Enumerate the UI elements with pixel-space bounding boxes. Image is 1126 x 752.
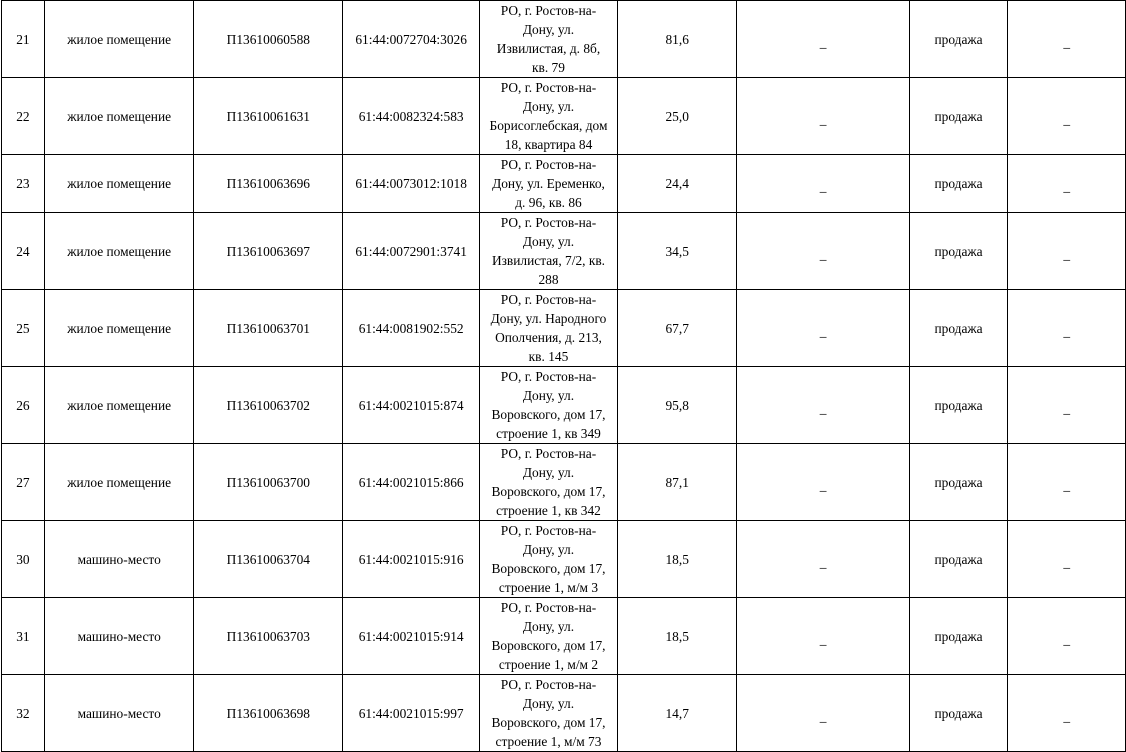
property-type-cell xyxy=(44,675,194,752)
empty-value-cell xyxy=(1008,598,1126,675)
object-id-text: П13610063701 xyxy=(226,320,310,336)
cadastral-number-text: 61:44:0072901:3741 xyxy=(355,243,467,259)
table-row xyxy=(2,521,1126,598)
property-type-cell xyxy=(44,444,194,521)
table-row xyxy=(2,444,1126,521)
deal-type-cell xyxy=(909,675,1008,752)
address-line: кв. 145 xyxy=(528,349,569,364)
empty-value-cell xyxy=(1008,367,1126,444)
row-number-cell xyxy=(2,1,45,78)
row-number-text: 30 xyxy=(16,551,30,567)
address-line: Дону, ул. xyxy=(522,696,575,711)
deal-type-cell xyxy=(909,1,1008,78)
address-line: Воровского, дом 17, xyxy=(491,561,606,576)
empty-value-text: _ xyxy=(1063,631,1071,647)
area-cell xyxy=(617,213,737,290)
deal-type-text: продажа xyxy=(934,397,983,413)
deal-type-text: продажа xyxy=(934,628,983,644)
empty-value-text: _ xyxy=(1063,179,1071,194)
address-cell xyxy=(480,78,618,155)
property-type-cell xyxy=(44,213,194,290)
row-number-cell xyxy=(2,78,45,155)
row-number-cell xyxy=(2,367,45,444)
empty-value-cell xyxy=(1008,78,1126,155)
address-line: строение 1, м/м 2 xyxy=(498,657,599,672)
cadastral-number-cell xyxy=(343,290,480,367)
object-id-text: П13610063702 xyxy=(226,397,310,413)
empty-value-text: _ xyxy=(1063,477,1071,493)
object-id-cell xyxy=(194,675,343,752)
cadastral-number-text: 61:44:0072704:3026 xyxy=(355,31,467,47)
address-line: РО, г. Ростов-на- xyxy=(500,600,597,615)
address-cell xyxy=(480,598,618,675)
object-id-text: П13610063696 xyxy=(226,176,310,191)
empty-value-cell xyxy=(1008,290,1126,367)
property-type-cell xyxy=(44,521,194,598)
address-line: Дону, ул. xyxy=(522,234,575,249)
area-text: 67,7 xyxy=(665,320,689,336)
property-type-cell xyxy=(44,290,194,367)
deal-type-text: продажа xyxy=(934,705,983,721)
address-line: Дону, ул. Еременко, xyxy=(492,176,605,191)
property-type-text: жилое помещение xyxy=(67,108,172,124)
address-cell xyxy=(480,675,618,752)
empty-value-text: _ xyxy=(819,554,827,570)
deal-type-cell xyxy=(909,521,1008,598)
table-row xyxy=(2,367,1126,444)
empty-value-cell xyxy=(1008,521,1126,598)
deal-type-cell xyxy=(909,78,1008,155)
address-line: Дону, ул. xyxy=(522,619,575,634)
empty-value-text: _ xyxy=(1063,34,1071,50)
cadastral-number-cell xyxy=(343,521,480,598)
empty-value-cell xyxy=(737,444,909,521)
empty-value-cell xyxy=(737,367,909,444)
deal-type-cell xyxy=(909,155,1008,213)
area-text: 25,0 xyxy=(665,108,689,124)
object-id-cell xyxy=(194,521,343,598)
cadastral-number-cell xyxy=(343,367,480,444)
row-number-text: 21 xyxy=(16,31,30,47)
deal-type-text: продажа xyxy=(934,108,983,124)
address-line: Воровского, дом 17, xyxy=(491,715,606,730)
table-row xyxy=(2,1,1126,78)
empty-value-text: _ xyxy=(1063,323,1071,339)
table-row xyxy=(2,213,1126,290)
object-id-cell xyxy=(194,367,343,444)
empty-value-text: _ xyxy=(819,323,827,339)
object-id-cell xyxy=(194,598,343,675)
address-line: Воровского, дом 17, xyxy=(491,407,606,422)
row-number-cell xyxy=(2,155,45,213)
cadastral-number-text: 61:44:0021015:866 xyxy=(358,474,464,490)
cadastral-number-text: 61:44:0021015:914 xyxy=(358,628,464,644)
area-text: 95,8 xyxy=(665,397,689,413)
object-id-text: П13610061631 xyxy=(226,108,310,124)
property-type-text: жилое помещение xyxy=(67,320,172,336)
object-id-cell xyxy=(194,444,343,521)
address-line: РО, г. Ростов-на- xyxy=(500,523,597,538)
object-id-text: П13610063703 xyxy=(226,628,310,644)
property-type-text: жилое помещение xyxy=(67,31,172,47)
table-row xyxy=(2,155,1126,213)
deal-type-text: продажа xyxy=(934,551,983,567)
empty-value-text: _ xyxy=(819,708,827,724)
address-cell xyxy=(480,213,618,290)
property-type-cell xyxy=(44,598,194,675)
property-type-text: машино-место xyxy=(77,628,161,644)
table-row xyxy=(2,598,1126,675)
address-line: Дону, ул. xyxy=(522,22,575,37)
address-line: Извилистая, 7/2, кв. xyxy=(491,253,606,268)
object-id-text: П13610063700 xyxy=(226,474,310,490)
object-id-cell xyxy=(194,1,343,78)
cadastral-number-text: 61:44:0073012:1018 xyxy=(355,176,467,191)
address-line: строение 1, м/м 73 xyxy=(495,734,602,749)
empty-value-text: _ xyxy=(819,246,827,262)
address-line: Извилистая, д. 8б, xyxy=(496,41,601,56)
row-number-cell xyxy=(2,290,45,367)
area-text: 34,5 xyxy=(665,243,689,259)
empty-value-cell xyxy=(1008,1,1126,78)
address-line: строение 1, кв 349 xyxy=(496,426,601,441)
address-line: РО, г. Ростов-на- xyxy=(500,369,597,384)
empty-value-text: _ xyxy=(819,400,827,416)
object-id-cell xyxy=(194,213,343,290)
property-type-cell xyxy=(44,367,194,444)
address-line: Дону, ул. Народного xyxy=(490,311,607,326)
address-line: строение 1, м/м 3 xyxy=(498,580,599,595)
area-cell xyxy=(617,675,737,752)
empty-value-text: _ xyxy=(1063,554,1071,570)
cadastral-number-cell xyxy=(343,598,480,675)
address-cell xyxy=(480,367,618,444)
object-id-text: П13610063704 xyxy=(226,551,310,567)
address-cell xyxy=(480,444,618,521)
cadastral-number-text: 61:44:0021015:916 xyxy=(358,551,464,567)
property-type-cell xyxy=(44,155,194,213)
address-line: Дону, ул. xyxy=(522,465,575,480)
object-id-cell xyxy=(194,78,343,155)
address-line: строение 1, кв 342 xyxy=(496,503,601,518)
address-cell xyxy=(480,155,618,213)
cadastral-number-cell xyxy=(343,78,480,155)
empty-value-text: _ xyxy=(819,111,827,127)
deal-type-cell xyxy=(909,367,1008,444)
address-line: РО, г. Ростов-на- xyxy=(500,157,597,172)
empty-value-cell xyxy=(737,598,909,675)
table-row xyxy=(2,290,1126,367)
object-id-text: П13610063698 xyxy=(226,705,310,721)
row-number-cell xyxy=(2,213,45,290)
address-line: РО, г. Ростов-на- xyxy=(500,3,597,18)
empty-value-text: _ xyxy=(819,179,827,194)
address-line: 288 xyxy=(538,272,559,287)
empty-value-text: _ xyxy=(819,34,827,50)
area-cell xyxy=(617,78,737,155)
address-line: Воровского, дом 17, xyxy=(491,484,606,499)
area-text: 87,1 xyxy=(665,474,689,490)
address-line: Дону, ул. xyxy=(522,542,575,557)
address-line: д. 96, кв. 86 xyxy=(515,195,582,210)
empty-value-text: _ xyxy=(1063,708,1071,724)
row-number-text: 27 xyxy=(16,474,30,490)
cadastral-number-cell xyxy=(343,1,480,78)
area-text: 18,5 xyxy=(665,628,689,644)
empty-value-cell xyxy=(737,155,909,213)
property-type-text: машино-место xyxy=(77,705,161,721)
cadastral-number-text: 61:44:0021015:997 xyxy=(358,705,464,721)
area-cell xyxy=(617,444,737,521)
cadastral-number-cell xyxy=(343,444,480,521)
address-line: РО, г. Ростов-на- xyxy=(500,677,597,692)
address-cell xyxy=(480,1,618,78)
empty-value-text: _ xyxy=(819,631,827,647)
row-number-text: 25 xyxy=(16,320,30,336)
object-id-cell xyxy=(194,290,343,367)
deal-type-cell xyxy=(909,598,1008,675)
address-cell xyxy=(480,290,618,367)
property-type-text: жилое помещение xyxy=(67,397,172,413)
property-type-text: жилое помещение xyxy=(67,243,172,259)
empty-value-text: _ xyxy=(819,477,827,493)
area-cell xyxy=(617,598,737,675)
empty-value-cell xyxy=(1008,155,1126,213)
empty-value-text: _ xyxy=(1063,400,1071,416)
address-line: Дону, ул. xyxy=(522,99,575,114)
table-row xyxy=(2,78,1126,155)
empty-value-text: _ xyxy=(1063,111,1071,127)
cadastral-number-text: 61:44:0081902:552 xyxy=(358,320,464,336)
empty-value-cell xyxy=(737,290,909,367)
row-number-text: 24 xyxy=(16,243,30,259)
object-id-text: П13610060588 xyxy=(226,31,310,47)
cadastral-number-cell xyxy=(343,675,480,752)
area-cell xyxy=(617,367,737,444)
empty-value-text: _ xyxy=(1063,246,1071,262)
empty-value-cell xyxy=(737,213,909,290)
property-type-cell xyxy=(44,1,194,78)
empty-value-cell xyxy=(737,78,909,155)
area-text: 14,7 xyxy=(665,705,689,721)
deal-type-text: продажа xyxy=(934,243,983,259)
address-line: кв. 79 xyxy=(532,60,565,75)
address-line: РО, г. Ростов-на- xyxy=(500,215,597,230)
deal-type-text: продажа xyxy=(934,31,983,47)
row-number-text: 22 xyxy=(16,108,30,124)
row-number-cell xyxy=(2,675,45,752)
address-line: Борисоглебская, дом xyxy=(489,118,608,133)
area-cell xyxy=(617,155,737,213)
address-line: РО, г. Ростов-на- xyxy=(500,446,597,461)
address-cell xyxy=(480,521,618,598)
address-line: Воровского, дом 17, xyxy=(491,638,606,653)
deal-type-text: продажа xyxy=(934,176,983,191)
row-number-cell xyxy=(2,444,45,521)
area-text: 18,5 xyxy=(665,551,689,567)
area-text: 24,4 xyxy=(665,176,689,191)
address-line: РО, г. Ростов-на- xyxy=(500,292,597,307)
address-line: РО, г. Ростов-на- xyxy=(500,80,597,95)
address-line: Ополчения, д. 213, xyxy=(495,330,602,345)
area-cell xyxy=(617,290,737,367)
address-line: Дону, ул. xyxy=(522,388,575,403)
empty-value-cell xyxy=(737,675,909,752)
cadastral-number-cell xyxy=(343,213,480,290)
property-type-text: жилое помещение xyxy=(67,474,172,490)
row-number-cell xyxy=(2,598,45,675)
cadastral-number-text: 61:44:0021015:874 xyxy=(358,397,464,413)
row-number-text: 26 xyxy=(16,397,30,413)
area-cell xyxy=(617,1,737,78)
table-row xyxy=(2,675,1126,752)
property-type-text: жилое помещение xyxy=(67,176,172,191)
row-number-text: 31 xyxy=(16,628,30,644)
empty-value-cell xyxy=(1008,213,1126,290)
deal-type-cell xyxy=(909,213,1008,290)
cadastral-number-cell xyxy=(343,155,480,213)
deal-type-text: продажа xyxy=(934,320,983,336)
deal-type-cell xyxy=(909,444,1008,521)
deal-type-cell xyxy=(909,290,1008,367)
empty-value-cell xyxy=(1008,675,1126,752)
object-id-text: П13610063697 xyxy=(226,243,310,259)
property-type-cell xyxy=(44,78,194,155)
row-number-text: 23 xyxy=(16,176,30,191)
property-table xyxy=(1,0,1126,752)
address-line: 18, квартира 84 xyxy=(504,137,593,152)
object-id-cell xyxy=(194,155,343,213)
row-number-text: 32 xyxy=(16,705,30,721)
cadastral-number-text: 61:44:0082324:583 xyxy=(358,108,464,124)
empty-value-cell xyxy=(737,521,909,598)
area-cell xyxy=(617,521,737,598)
empty-value-cell xyxy=(737,1,909,78)
area-text: 81,6 xyxy=(665,31,689,47)
deal-type-text: продажа xyxy=(934,474,983,490)
row-number-cell xyxy=(2,521,45,598)
empty-value-cell xyxy=(1008,444,1126,521)
property-type-text: машино-место xyxy=(77,551,161,567)
